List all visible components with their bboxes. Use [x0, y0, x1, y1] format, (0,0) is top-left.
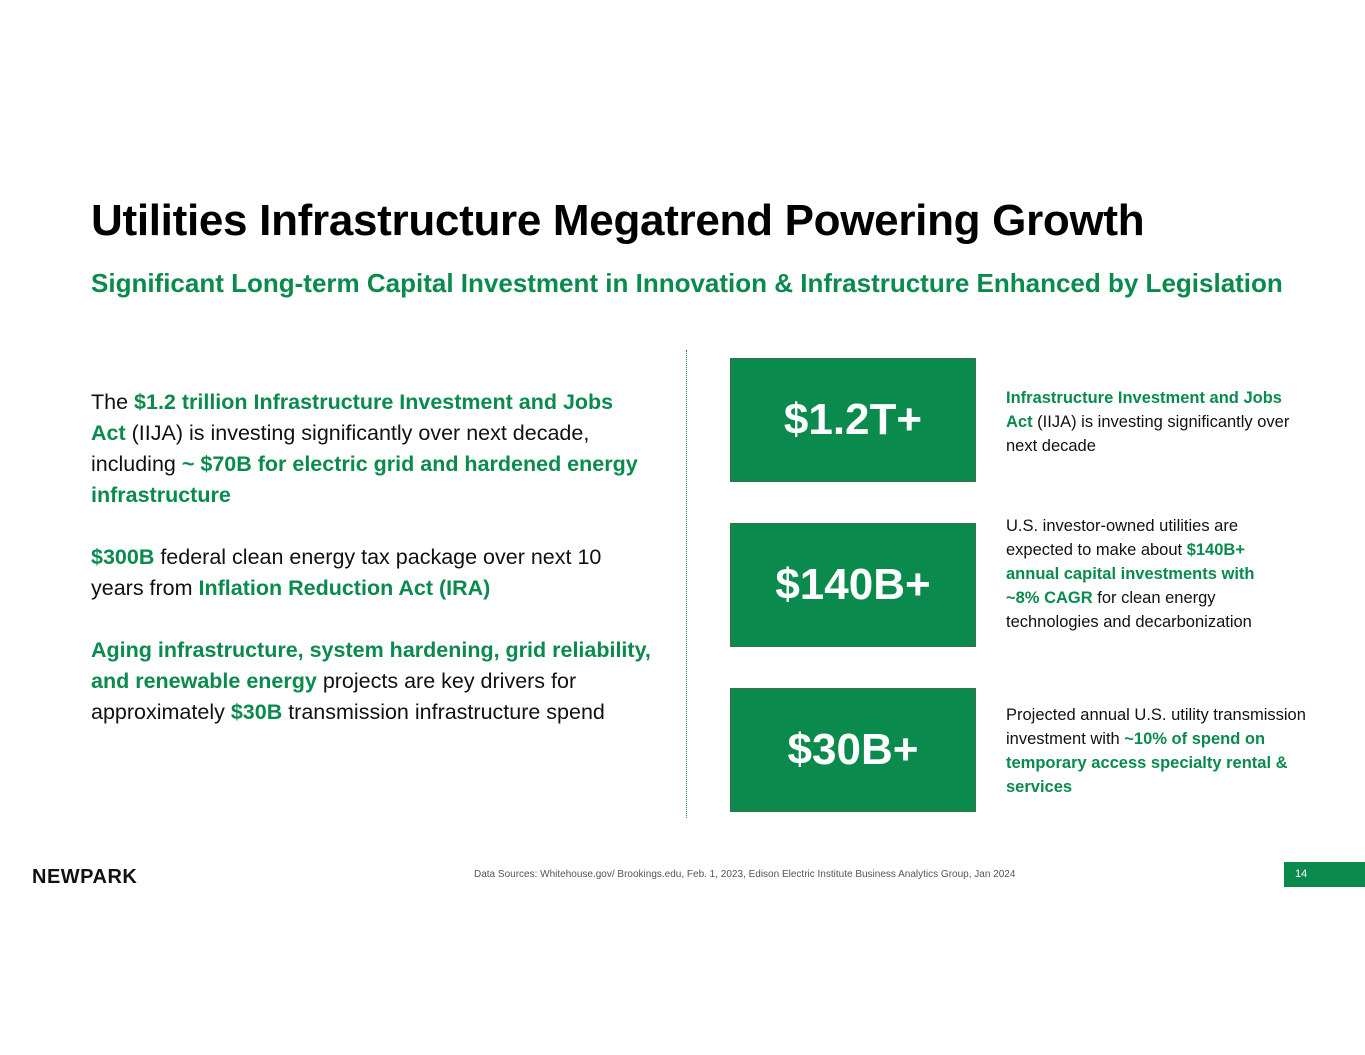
company-logo: NEWPARK — [32, 866, 138, 888]
stat-box-utility-capex — [730, 523, 976, 647]
highlight: $300B — [91, 545, 155, 569]
highlight: $140B+ annual capital investments with ~8% CAGR — [1006, 541, 1255, 607]
text: transmission infrastructure spend — [282, 700, 605, 724]
left-column — [91, 387, 651, 759]
slide-title: Utilities Infrastructure Megatrend Powering Growth — [91, 196, 1145, 245]
text: for clean energy technologies and decarbonization — [1006, 589, 1252, 631]
stat-box-transmission — [730, 688, 976, 812]
stat-description-iija — [1006, 386, 1306, 458]
paragraph-transmission — [91, 635, 651, 728]
text: (IIJA) is investing significantly over next decade — [1006, 413, 1290, 455]
highlight: ~ $70B for electric grid and hardened energy infrastructure — [91, 452, 638, 507]
paragraph-iija — [91, 387, 651, 511]
text: Projected annual U.S. utility transmission investment with — [1006, 706, 1306, 748]
text: The — [91, 390, 135, 414]
stat-value: $30B+ — [787, 725, 919, 774]
stat-value: $1.2T+ — [783, 395, 923, 444]
text: U.S. investor-owned utilities are expected to make about — [1006, 517, 1239, 559]
highlight: Inflation Reduction Act (IRA) — [198, 576, 491, 600]
page-number: 14 — [1295, 868, 1308, 880]
text: projects are key drivers for approximately — [91, 669, 577, 724]
page-number-box — [1284, 862, 1365, 887]
text: federal clean energy tax package over next 10 years from — [91, 545, 602, 600]
column-divider — [686, 350, 687, 818]
stat-description-utility-capex — [1006, 514, 1268, 634]
slide-subtitle: Significant Long-term Capital Investment in Innovation & Infrastructure Enhanced by Legislation — [91, 268, 1283, 298]
stat-box-iija — [730, 358, 976, 482]
highlight: Aging infrastructure, system hardening, grid reliability, and renewable energy — [91, 638, 651, 693]
data-sources-note: Data Sources: Whitehouse.gov/ Brookings.edu, Feb. 1, 2023, Edison Electric Institute Business Analytics Group, Jan 2024 — [474, 869, 1016, 880]
paragraph-ira — [91, 542, 651, 604]
highlight: $30B — [230, 700, 283, 724]
highlight: $1.2 trillion Infrastructure Investment and Jobs Act — [91, 390, 614, 445]
text: (IIJA) is investing significantly over next decade, including — [91, 421, 590, 476]
highlight: ~10% of spend on temporary access specialty rental & services — [1006, 730, 1288, 796]
stat-description-transmission — [1006, 703, 1306, 799]
highlight: Infrastructure Investment and Jobs Act — [1006, 389, 1282, 431]
stat-value: $140B+ — [775, 560, 931, 609]
